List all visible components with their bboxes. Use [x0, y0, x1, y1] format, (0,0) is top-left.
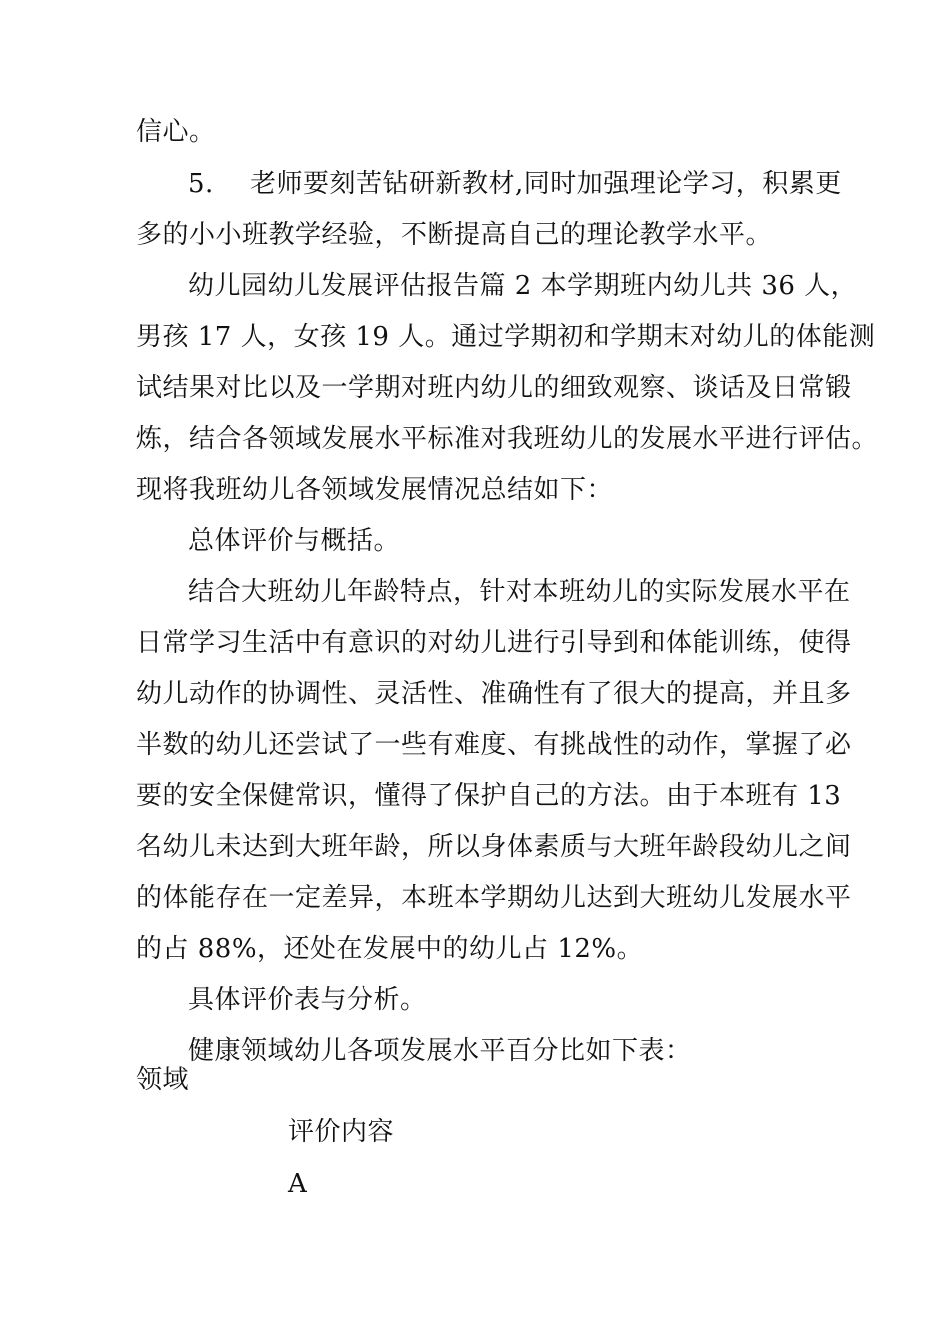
text-line: 炼，结合各领域发展水平标准对我班幼儿的发展水平进行评估。: [136, 424, 879, 454]
text-line: 的体能存在一定差异，本班本学期幼儿达到大班幼儿发展水平: [136, 883, 852, 913]
text-line: 现将我班幼儿各领域发展情况总结如下：: [136, 475, 614, 505]
table-header-a: A: [288, 1169, 308, 1199]
text-line: 幼儿动作的协调性、灵活性、准确性有了很大的提高，并且多: [136, 679, 852, 709]
section-heading: 总体评价与概括。: [188, 526, 401, 556]
text-line: 试结果对比以及一学期对班内幼儿的细致观察、谈话及日常锻: [136, 373, 852, 403]
table-header-domain: 领域: [136, 1065, 190, 1095]
section-heading: 具体评价表与分析。: [188, 985, 427, 1015]
text-line: 幼儿园幼儿发展评估报告篇 2 本学期班内幼儿共 36 人，: [188, 271, 858, 301]
text-line: 信心。: [136, 117, 216, 147]
text-line: 健康领域幼儿各项发展水平百分比如下表：: [188, 1036, 692, 1066]
text-line: 结合大班幼儿年龄特点，针对本班幼儿的实际发展水平在: [188, 577, 851, 607]
list-item: [188, 168, 842, 200]
text-line: 的占 88%，还处在发展中的幼儿占 12%。: [136, 934, 644, 964]
text-line: 老师要刻苦钻研新教材,同时加强理论学习，积累更: [250, 169, 842, 199]
text-line: 多的小小班教学经验，不断提高自己的理论教学水平。: [136, 220, 773, 250]
text-line: 日常学习生活中有意识的对幼儿进行引导到和体能训练，使得: [136, 628, 852, 658]
text-line: 男孩 17 人，女孩 19 人。通过学期初和学期末对幼儿的体能测: [136, 322, 876, 352]
list-number: 5.: [188, 169, 214, 199]
table-header-content: 评价内容: [288, 1117, 395, 1147]
text-line: 要的安全保健常识，懂得了保护自己的方法。由于本班有 13: [136, 781, 842, 811]
text-line: 半数的幼儿还尝试了一些有难度、有挑战性的动作，掌握了必: [136, 730, 852, 760]
text-line: 名幼儿未达到大班年龄，所以身体素质与大班年龄段幼儿之间: [136, 832, 852, 862]
